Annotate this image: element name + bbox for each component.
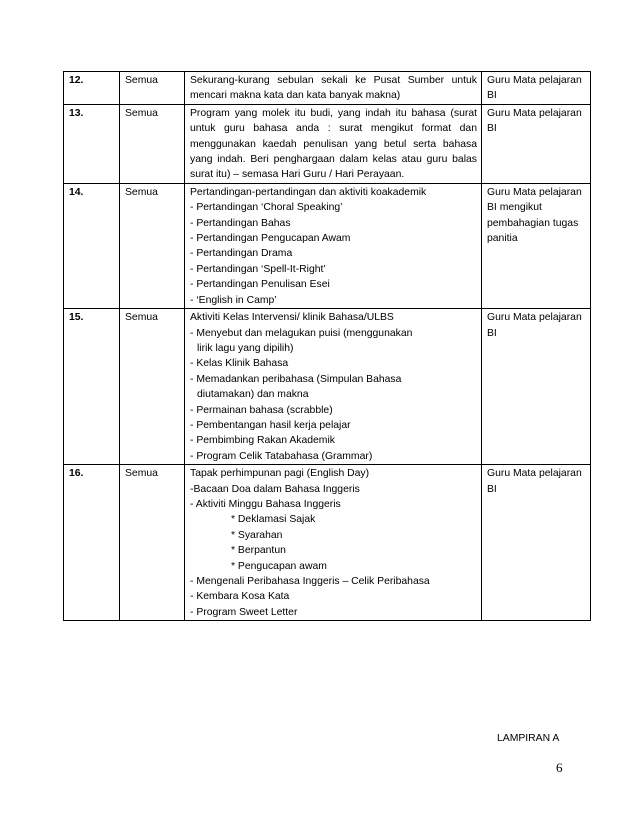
list-item: - Program Sweet Letter	[190, 606, 298, 618]
responsible-party	[482, 309, 591, 465]
activity-description	[185, 183, 482, 308]
target-group: Semua	[120, 183, 185, 308]
target-group: Semua	[120, 465, 185, 621]
list-item: -Bacaan Doa dalam Bahasa Inggeris	[190, 483, 360, 495]
list-item-continuation: diutamakan) dan makna	[197, 389, 309, 401]
list-item: - Pertandingan Bahas	[190, 217, 291, 229]
list-item-continuation: lirik lagu yang dipilih)	[197, 342, 294, 354]
list-item: - ‘English in Camp’	[190, 294, 277, 306]
activity-description	[185, 309, 482, 465]
list-item: - Pertandingan ‘Choral Speaking’	[190, 202, 343, 214]
responsible-line: BI mengikut	[487, 202, 542, 214]
responsible-line: panitia	[487, 233, 518, 245]
list-item: - Kelas Klinik Bahasa	[190, 358, 289, 370]
responsible-line: BI	[487, 90, 497, 102]
target-group: Semua	[120, 309, 185, 465]
responsible-line: Guru Mata pelajaran	[487, 107, 582, 119]
list-item: - Pembimbing Rakan Akademik	[190, 435, 335, 447]
row-number: 12.	[64, 72, 120, 105]
row-number: 13.	[64, 104, 120, 183]
responsible-line: Guru Mata pelajaran	[487, 75, 582, 86]
list-item: - Program Celik Tatabahasa (Grammar)	[190, 450, 373, 462]
list-item: - Pertandingan Penulisan Esei	[190, 279, 330, 291]
list-item: - Pembentangan hasil kerja pelajar	[190, 419, 351, 431]
row-number: 15.	[64, 309, 120, 465]
responsible-party	[482, 104, 591, 183]
table-row	[64, 309, 591, 465]
row-number: 14.	[64, 183, 120, 308]
description-text: Sekurang-kurang sebulan sekali ke Pusat Sumber untuk mencari makna kata dan kata banyak makna)	[190, 75, 477, 102]
description-line: Aktiviti Kelas Intervensi/ klinik Bahasa/ULBS	[190, 312, 394, 324]
sub-list-item: * Syarahan	[231, 529, 283, 541]
description-line: Pertandingan-pertandingan dan aktiviti koakademik	[190, 186, 427, 198]
activity-table	[63, 71, 591, 621]
list-item: - Kembara Kosa Kata	[190, 591, 290, 603]
target-group: Semua	[120, 72, 185, 105]
target-group: Semua	[120, 104, 185, 183]
responsible-party	[482, 465, 591, 621]
list-item: - Pertandingan Pengucapan Awam	[190, 233, 351, 245]
list-item: - Pertandingan Drama	[190, 248, 293, 260]
table-row	[64, 104, 591, 183]
appendix-label: LAMPIRAN A	[497, 733, 560, 744]
activity-description	[185, 72, 482, 105]
responsible-line: BI	[487, 327, 497, 339]
sub-list-item: * Berpantun	[231, 545, 286, 557]
responsible-party	[482, 72, 591, 105]
activity-description	[185, 104, 482, 183]
activity-description	[185, 465, 482, 621]
list-item: - Aktiviti Minggu Bahasa Inggeris	[190, 498, 341, 510]
description-line: Tapak perhimpunan pagi (English Day)	[190, 468, 370, 480]
list-item: - Mengenali Peribahasa Inggeris – Celik Peribahasa	[190, 576, 430, 587]
list-item: - Menyebut dan melagukan puisi (menggunakan	[190, 327, 413, 339]
table-row	[64, 465, 591, 621]
responsible-line: Guru Mata pelajaran	[487, 312, 582, 324]
responsible-line: pembahagian tugas	[487, 217, 579, 229]
sub-list-item: * Pengucapan awam	[231, 560, 327, 572]
responsible-line: BI	[487, 123, 497, 135]
list-item: - Pertandingan ‘Spell-It-Right’	[190, 263, 326, 275]
responsible-line: BI	[487, 483, 497, 495]
table-row	[64, 183, 591, 308]
list-item: - Memadankan peribahasa (Simpulan Bahasa	[190, 373, 402, 385]
page-number: 6	[556, 760, 563, 775]
table-row	[64, 72, 591, 105]
row-number: 16.	[64, 465, 120, 621]
list-item: - Permainan bahasa (scrabble)	[190, 404, 333, 416]
responsible-line: Guru Mata pelajaran	[487, 186, 582, 198]
description-text: Program yang molek itu budi, yang indah itu bahasa (surat untuk guru bahasa anda : surat mengikut format dan menggunakan kaedah penulisan yang betul serta bahasa yang indah. Beri penghargaan dalam kelas atau guru balas surat itu) – semasa Hari Guru / Hari Perayaan.	[190, 107, 477, 181]
responsible-line: Guru Mata pelajaran	[487, 468, 582, 480]
responsible-party	[482, 183, 591, 308]
sub-list-item: * Deklamasi Sajak	[231, 514, 316, 526]
